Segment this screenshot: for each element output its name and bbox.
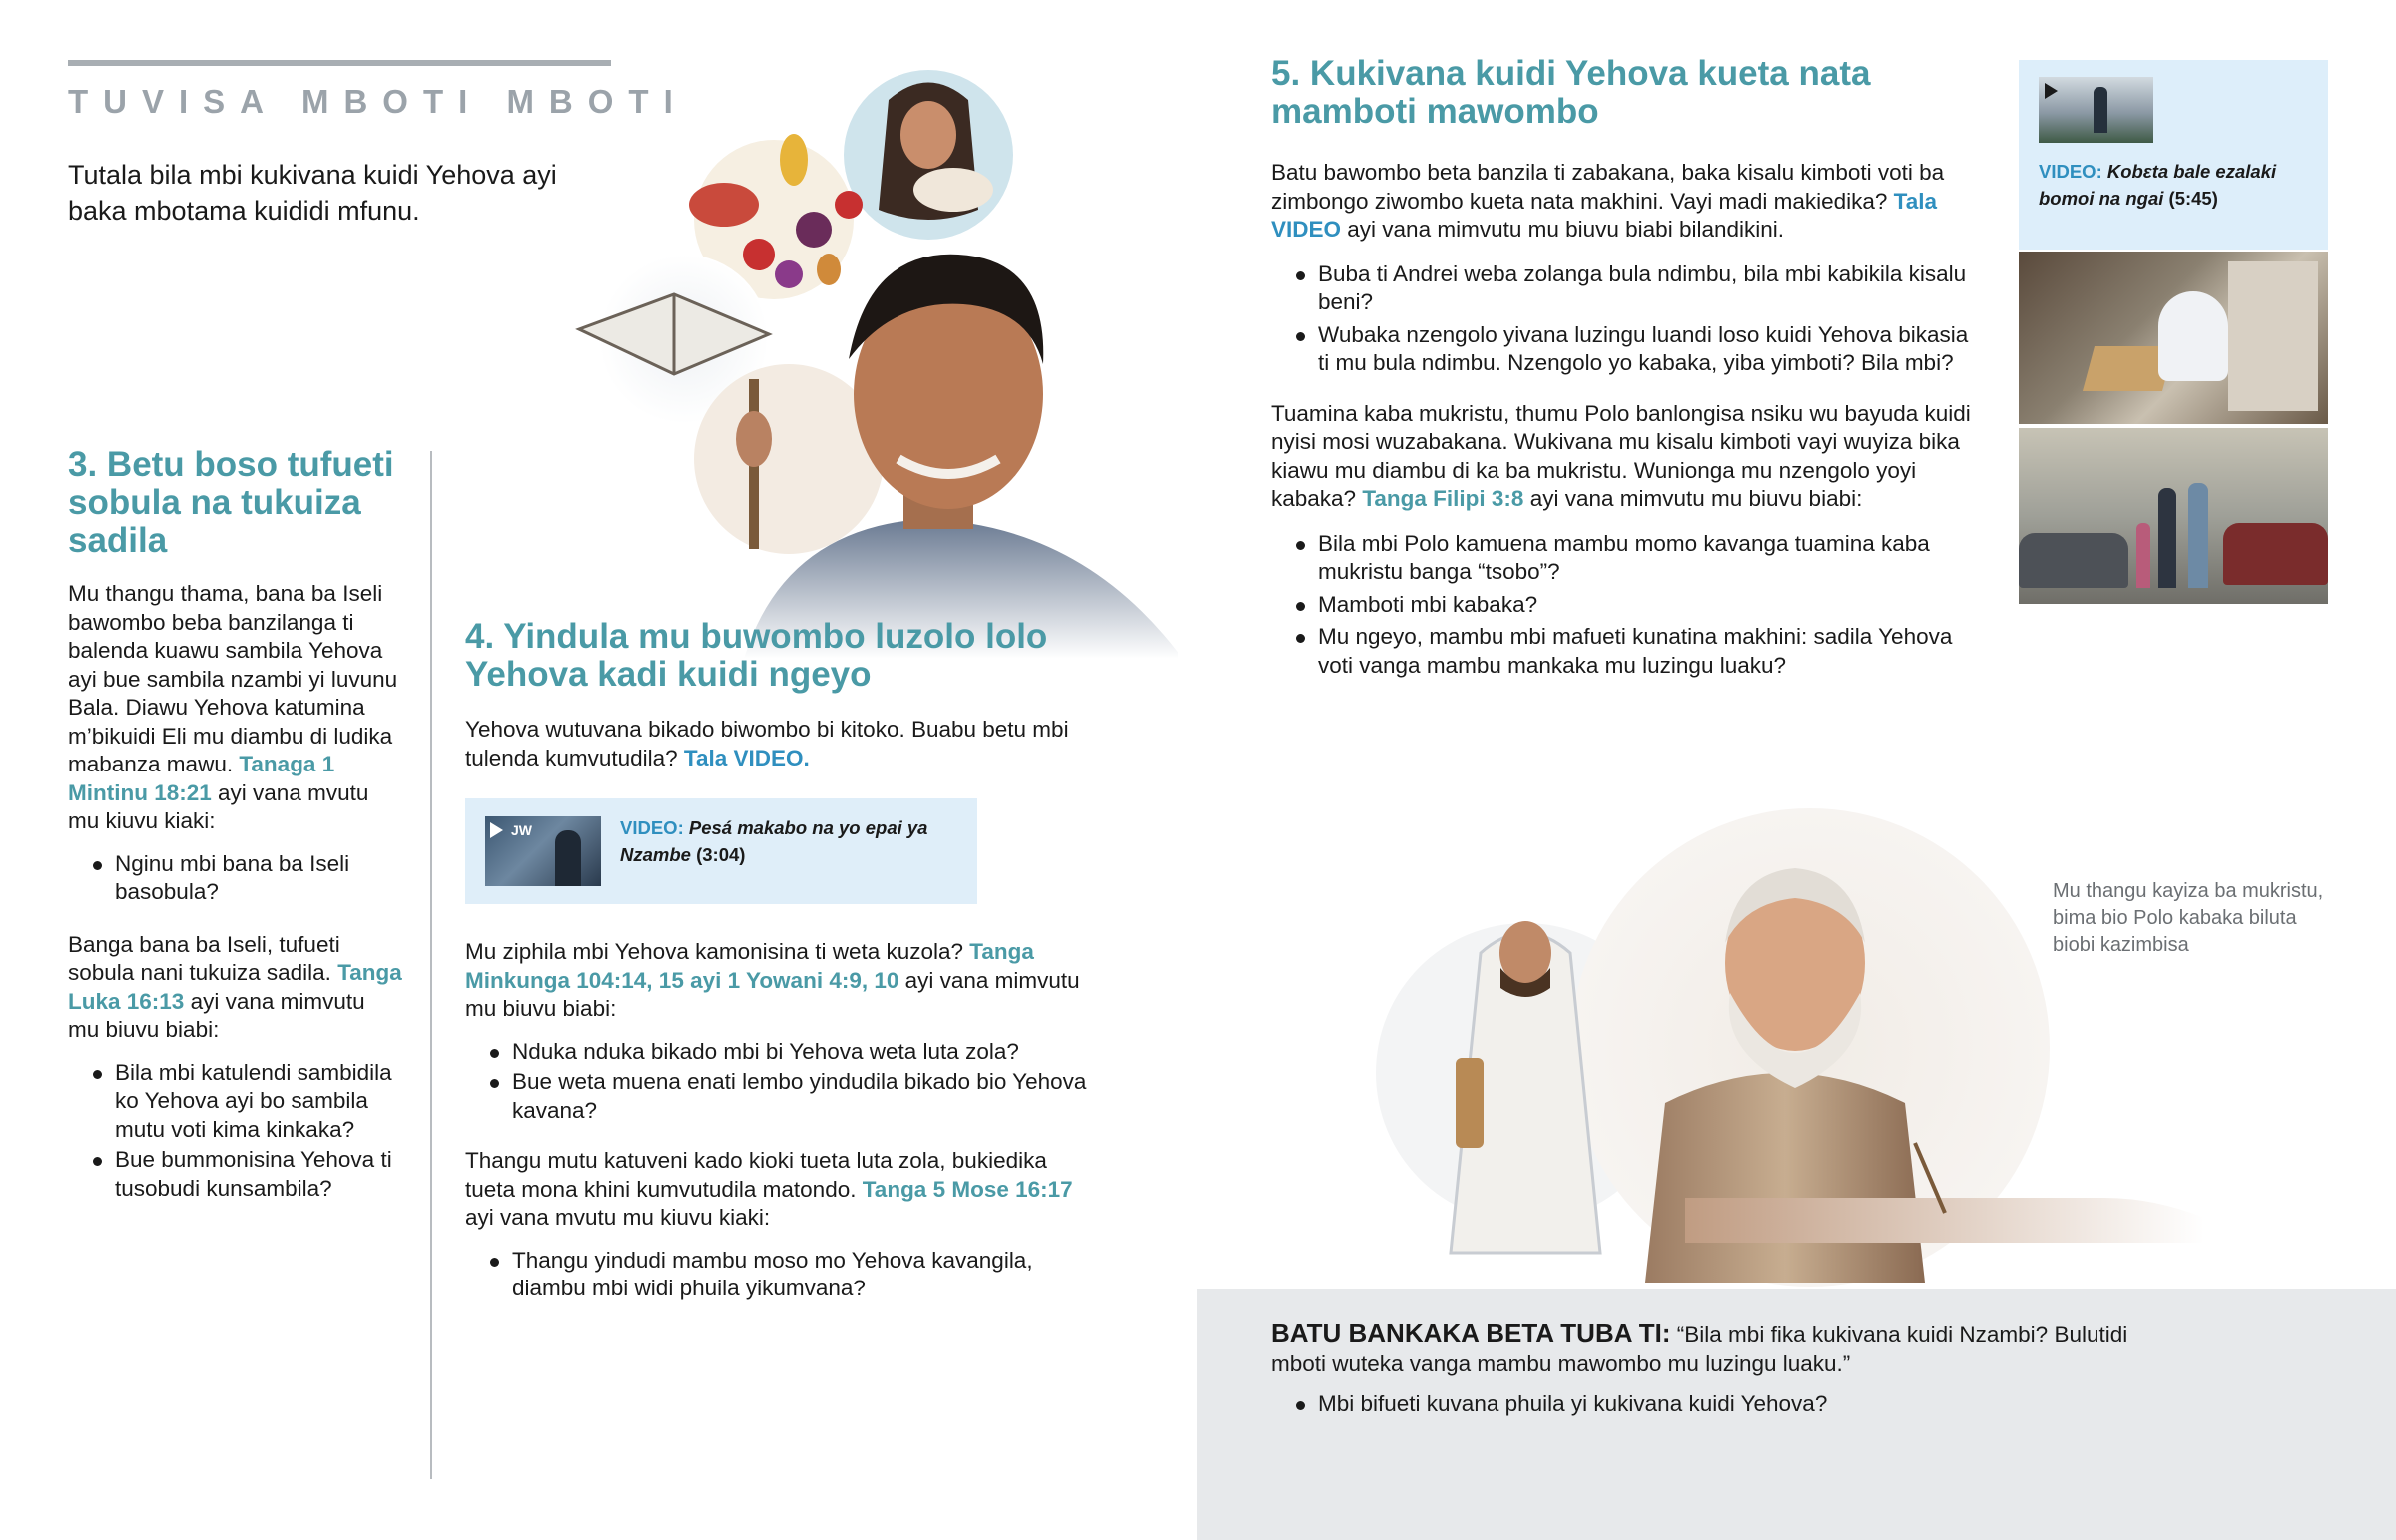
header-rule [68,60,611,66]
video-duration: (5:45) [2168,188,2218,209]
video-caption: VIDEO: Pesá makabo na yo epai ya Nzambe (3:04) [620,817,928,865]
section-3-paragraph-2: Banga bana ba Iseli, tufueti sobula nani tukuiza sadila. Tanga Luka 16:13 ayi vana mimvutu mu biuvu biabi: [68,931,402,1042]
section-3 [68,446,402,1227]
review-content [1271,1319,2169,1419]
question-item: Bue bummonisina Yehova ti tusobudi kunsambila? [68,1146,402,1203]
section-4-paragraph-3: Thangu mutu katuveni kado kioki tueta luta zola, bukiedika tueta mona khini kumvutudila matondo. Tanga 5 Mose 16:17 ayi vana mvutu mu kiuvu kiaki: [465,1148,1073,1230]
question-item: Bila mbi Polo kamuena mambu momo kavanga tuamina kaba mukristu banga “tsobo”? [1271,530,1980,587]
video-duration: (3:04) [696,844,746,865]
question-item: Mu ngeyo, mambu mbi mafueti kunatina makhini: sadila Yehova voti vanga mambu mankaka mu luzingu luaku? [1271,623,1980,680]
video-still-street [2019,428,2328,604]
section-5-questions-2 [1271,530,1980,681]
image-caption: Mu thangu kayiza ba mukristu, bima bio Polo kabaka biluta biobi kazimbisa [2053,880,2324,956]
section-4-questions-2 [465,1247,1089,1303]
section-3-paragraph-1: Mu thangu thama, bana ba Iseli bawombo beba banzilanga ti balenda kuawu sambila Yehova ayi bue sambila nzambi yi luvunu Bala. Diawu Yehova katumina m’bikuidi Eli mu diambu di ludika mabanza mawu. Tanaga 1 Mintinu 18:21 ayi vana mvutu mu kiuvu kiaki: [68,581,398,833]
scripture-link[interactable]: Tanga Luka 16:13 [68,960,402,1014]
section-5-questions-1 [1271,260,1980,378]
question-item: Bila mbi katulendi sambidila ko Yehova ayi bo sambila mutu voti kima kinkaka? [68,1059,402,1145]
section-5 [1271,55,1980,702]
section-5-paragraph-2: Tuamina kaba mukristu, thumu Polo banlongisa nsiku wu bayuda kuidi nyisi mosi wuzabakana. Wukivana mu kisalu kimboti vayi wuyiza bika kiawu mu diambu di ka ba mukristu. Wunionga mu nzengolo yoyi kabaka? Tanga Filipi 3:8 ayi vana mimvutu mu biuvu biabi: [1271,400,1971,511]
jw-logo: JW [511,822,532,838]
play-icon[interactable] [490,822,503,838]
question-item: Mamboti mbi kabaka? [1271,591,1980,620]
section-3-heading: 3. Betu boso tufueti sobula na tukuiza sadila [68,445,394,560]
scripture-link[interactable]: Tanaga 1 Mintinu 18:21 [68,752,335,805]
section-3-questions-2 [68,1059,402,1204]
scripture-link[interactable]: Tanga Minkunga 104:14, 15 ayi 1 Yowani 4:9, 10 [465,939,1034,993]
question-item: Nduka nduka bikado mbi bi Yehova weta luta zola? [465,1038,1089,1067]
video-title: Kobɛta bale ezalaki bomoi na ngai [2039,161,2277,209]
question-item: Buba ti Andrei weba zolanga bula ndimbu, bila mbi kabikila kisalu beni? [1271,260,1980,317]
section-4-paragraph-1: Yehova wutuvana bikado biwombo bi kitoko. Buabu betu mbi tulenda kumvutudila? Tala VIDEO. [465,717,1069,770]
page-title: TUVISA MBOTI MBOTI [68,83,688,120]
section-4-heading: 4. Yindula mu buwombo luzolo lolo Yehova kadi kuidi ngeyo [465,617,1048,694]
question-item: Thangu yindudi mambu moso mo Yehova kavangila, diambu mbi widi phuila yikumvana? [465,1247,1089,1303]
question-item: Wubaka nzengolo yivana luzingu luandi loso kuidi Yehova bikasia ti mu bula ndimbu. Nzengolo yo kabaka, yiba yimboti? Bila mbi? [1271,321,1980,378]
scripture-link[interactable]: Tanga 5 Mose 16:17 [862,1176,1073,1202]
section-5-heading: 5. Kukivana kuidi Yehova kueta nata mamboti mawombo [1271,54,1871,131]
review-quote: BATU BANKAKA BETA TUBA TI: “Bila mbi fika kukivana kuidi Nzambi? Bulutidi mboti wuteka vanga mambu mawombo mu luzingu luaku.” [1271,1318,2128,1376]
video-card[interactable] [2019,60,2328,250]
apostle-paul-illustration [1376,803,2254,1292]
video-card[interactable] [465,798,977,904]
column-divider [430,451,432,1479]
gifts-illustration [559,40,1178,659]
review-questions [1271,1390,2169,1419]
intro-text: Tutala bila mbi kukivana kuidi Yehova ayi baka mbotama kuididi mfunu. [68,160,557,226]
section-5-paragraph-1: Batu bawombo beta banzila ti zabakana, baka kisalu kimboti voti ba zimbongo ziwombo kueta nata makhini. Vayi madi makiedika? Tala VIDEO ayi vana mimvutu mu biuvu biabi bilandikini. [1271,160,1945,242]
video-still-laptop [2019,252,2328,424]
scripture-link[interactable]: Tanga Filipi 3:8 [1362,486,1524,511]
review-lead: BATU BANKAKA BETA TUBA TI: [1271,1318,1671,1348]
video-link[interactable]: Tala VIDEO. [683,745,810,770]
section-4 [465,618,1089,1325]
question-item: Mbi bifueti kuvana phuila yi kukivana kuidi Yehova? [1271,1390,2169,1419]
video-link[interactable]: Tala VIDEO [1271,188,1937,242]
question-item: Nginu mbi bana ba Iseli basobula? [68,850,402,907]
play-icon[interactable] [2045,83,2058,99]
video-title: Pesá makabo na yo epai ya Nzambe [620,817,928,865]
section-3-questions-1 [68,850,402,907]
section-4-questions-1 [465,1038,1089,1126]
video-thumbnail[interactable] [2039,77,2153,143]
section-4-paragraph-2: Mu ziphila mbi Yehova kamonisina ti weta kuzola? Tanga Minkunga 104:14, 15 ayi 1 Yowani 4:9, 10 ayi vana mimvutu mu biuvu biabi: [465,939,1080,1021]
video-thumbnail[interactable] [485,816,601,886]
video-caption: VIDEO: Kobɛta bale ezalaki bomoi na ngai (5:45) [2039,161,2277,209]
question-item: Bue weta muena enati lembo yindudila bikado bio Yehova kavana? [465,1068,1089,1125]
